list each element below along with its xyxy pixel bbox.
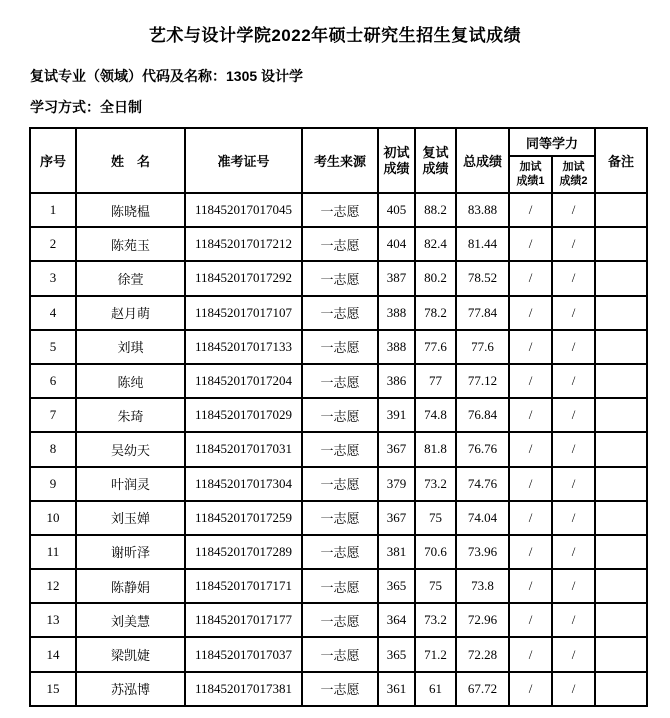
cell-total-score: 78.52 [456,261,509,295]
cell-extra-test-1: / [509,364,552,398]
cell-remarks [595,330,647,364]
header-retest-line1: 复试 [422,144,449,160]
cell-initial-score: 388 [378,296,415,330]
cell-source: 一志愿 [302,501,378,535]
header-retest-line2: 成绩 [422,160,449,176]
cell-exam-id: 118452017017212 [185,227,302,261]
cell-index: 3 [30,261,76,295]
cell-total-score: 76.76 [456,432,509,466]
table-row [30,261,647,295]
col-header-exam-id: 准考证号 [185,128,302,193]
cell-name: 吴幼天 [76,432,185,466]
cell-total-score: 72.96 [456,603,509,637]
major-code-label: 复试专业（领域）代码及名称：1305 设计学 [30,68,304,84]
cell-total-score: 73.8 [456,569,509,603]
col-header-retest-score [415,128,456,193]
cell-exam-id: 118452017017304 [185,467,302,501]
cell-extra-test-2: / [552,432,595,466]
cell-remarks [595,398,647,432]
cell-extra-test-1: / [509,261,552,295]
cell-extra-test-2: / [552,569,595,603]
cell-total-score: 77.6 [456,330,509,364]
cell-extra-test-2: / [552,261,595,295]
cell-exam-id: 118452017017171 [185,569,302,603]
cell-remarks [595,467,647,501]
cell-extra-test-2: / [552,535,595,569]
cell-total-score: 67.72 [456,672,509,706]
cell-source: 一志愿 [302,364,378,398]
cell-extra-test-2: / [552,501,595,535]
cell-exam-id: 118452017017107 [185,296,302,330]
cell-extra-test-1: / [509,637,552,671]
cell-exam-id: 118452017017029 [185,398,302,432]
cell-remarks [595,261,647,295]
header-initial-line2: 成绩 [383,160,410,176]
cell-retest-score: 75 [415,501,456,535]
table-row [30,432,647,466]
cell-retest-score: 81.8 [415,432,456,466]
cell-retest-score: 78.2 [415,296,456,330]
cell-retest-score: 77 [415,364,456,398]
header-row-1 [30,128,647,156]
cell-remarks [595,535,647,569]
header-initial-line1: 初试 [383,144,410,160]
cell-name: 叶润灵 [76,467,185,501]
cell-remarks [595,296,647,330]
cell-remarks [595,364,647,398]
cell-initial-score: 365 [378,569,415,603]
cell-total-score: 77.12 [456,364,509,398]
cell-initial-score: 387 [378,261,415,295]
cell-name: 陈苑玉 [76,227,185,261]
page-title: 艺术与设计学院2022年硕士研究生招生复试成绩 [148,26,522,45]
cell-index: 10 [30,501,76,535]
cell-exam-id: 118452017017292 [185,261,302,295]
cell-remarks [595,637,647,671]
cell-initial-score: 365 [378,637,415,671]
cell-source: 一志愿 [302,672,378,706]
table-row [30,467,647,501]
cell-exam-id: 118452017017037 [185,637,302,671]
scores-table [29,127,648,707]
cell-initial-score: 367 [378,501,415,535]
cell-exam-id: 118452017017031 [185,432,302,466]
cell-index: 5 [30,330,76,364]
cell-initial-score: 361 [378,672,415,706]
cell-source: 一志愿 [302,603,378,637]
table-row [30,535,647,569]
col-header-index: 序号 [30,128,76,193]
cell-exam-id: 118452017017204 [185,364,302,398]
cell-index: 4 [30,296,76,330]
cell-name: 刘玉婵 [76,501,185,535]
cell-source: 一志愿 [302,296,378,330]
cell-extra-test-2: / [552,193,595,227]
cell-name: 苏泓博 [76,672,185,706]
cell-extra-test-2: / [552,637,595,671]
header-extra1-line1: 加试 [519,161,542,174]
cell-extra-test-2: / [552,467,595,501]
cell-retest-score: 71.2 [415,637,456,671]
cell-exam-id: 118452017017045 [185,193,302,227]
table-row [30,227,647,261]
cell-extra-test-2: / [552,398,595,432]
table-row [30,193,647,227]
cell-extra-test-1: / [509,467,552,501]
cell-exam-id: 118452017017289 [185,535,302,569]
cell-index: 11 [30,535,76,569]
cell-source: 一志愿 [302,569,378,603]
table-row [30,330,647,364]
cell-initial-score: 391 [378,398,415,432]
cell-source: 一志愿 [302,261,378,295]
cell-total-score: 74.04 [456,501,509,535]
cell-initial-score: 388 [378,330,415,364]
col-header-source: 考生来源 [302,128,378,193]
cell-retest-score: 75 [415,569,456,603]
cell-total-score: 83.88 [456,193,509,227]
table-row [30,603,647,637]
table-row [30,364,647,398]
cell-source: 一志愿 [302,467,378,501]
cell-retest-score: 82.4 [415,227,456,261]
col-header-extra-test-2 [552,156,595,193]
cell-retest-score: 61 [415,672,456,706]
cell-extra-test-2: / [552,296,595,330]
cell-total-score: 73.96 [456,535,509,569]
cell-name: 赵月萌 [76,296,185,330]
cell-extra-test-1: / [509,535,552,569]
cell-total-score: 81.44 [456,227,509,261]
cell-name: 朱琦 [76,398,185,432]
cell-index: 12 [30,569,76,603]
cell-source: 一志愿 [302,227,378,261]
cell-name: 梁凯婕 [76,637,185,671]
cell-initial-score: 379 [378,467,415,501]
cell-initial-score: 367 [378,432,415,466]
cell-index: 8 [30,432,76,466]
cell-remarks [595,227,647,261]
cell-name: 徐萱 [76,261,185,295]
cell-source: 一志愿 [302,637,378,671]
cell-total-score: 72.28 [456,637,509,671]
cell-extra-test-2: / [552,330,595,364]
table-row [30,296,647,330]
cell-exam-id: 118452017017381 [185,672,302,706]
cell-index: 9 [30,467,76,501]
cell-retest-score: 73.2 [415,467,456,501]
cell-initial-score: 381 [378,535,415,569]
cell-total-score: 76.84 [456,398,509,432]
cell-retest-score: 88.2 [415,193,456,227]
cell-source: 一志愿 [302,398,378,432]
cell-initial-score: 405 [378,193,415,227]
cell-name: 陈静娟 [76,569,185,603]
cell-extra-test-2: / [552,672,595,706]
cell-name: 陈晓榅 [76,193,185,227]
cell-retest-score: 77.6 [415,330,456,364]
cell-source: 一志愿 [302,535,378,569]
table-row [30,637,647,671]
header-extra1-line2: 成绩1 [516,174,545,187]
cell-extra-test-2: / [552,364,595,398]
cell-retest-score: 70.6 [415,535,456,569]
col-header-equivalent-education: 同等学力 [509,128,595,156]
cell-extra-test-1: / [509,330,552,364]
col-header-remarks: 备注 [595,128,647,193]
cell-retest-score: 74.8 [415,398,456,432]
cell-extra-test-1: / [509,398,552,432]
cell-remarks [595,569,647,603]
cell-remarks [595,603,647,637]
table-row [30,501,647,535]
cell-index: 1 [30,193,76,227]
cell-remarks [595,501,647,535]
cell-initial-score: 404 [378,227,415,261]
cell-name: 刘琪 [76,330,185,364]
cell-index: 7 [30,398,76,432]
cell-extra-test-1: / [509,193,552,227]
cell-remarks [595,193,647,227]
cell-name: 谢昕泽 [76,535,185,569]
cell-total-score: 74.76 [456,467,509,501]
cell-index: 2 [30,227,76,261]
cell-index: 13 [30,603,76,637]
table-row [30,569,647,603]
col-header-total-score: 总成绩 [456,128,509,193]
cell-extra-test-1: / [509,501,552,535]
cell-exam-id: 118452017017133 [185,330,302,364]
col-header-name: 姓 名 [76,128,185,193]
cell-extra-test-2: / [552,603,595,637]
cell-extra-test-1: / [509,603,552,637]
table-row [30,672,647,706]
cell-source: 一志愿 [302,330,378,364]
table-header [30,128,647,193]
cell-extra-test-1: / [509,227,552,261]
cell-extra-test-2: / [552,227,595,261]
study-mode-label: 学习方式：全日制 [30,99,142,115]
cell-exam-id: 118452017017259 [185,501,302,535]
table-body [30,193,647,706]
cell-remarks [595,672,647,706]
cell-extra-test-1: / [509,296,552,330]
cell-total-score: 77.84 [456,296,509,330]
cell-name: 陈纯 [76,364,185,398]
header-extra2-line1: 加试 [562,161,585,174]
header-extra2-line2: 成绩2 [559,174,588,187]
col-header-initial-score [378,128,415,193]
cell-source: 一志愿 [302,193,378,227]
cell-initial-score: 364 [378,603,415,637]
cell-extra-test-1: / [509,432,552,466]
table-row [30,398,647,432]
col-header-extra-test-1 [509,156,552,193]
cell-exam-id: 118452017017177 [185,603,302,637]
cell-remarks [595,432,647,466]
cell-extra-test-1: / [509,672,552,706]
cell-index: 6 [30,364,76,398]
cell-initial-score: 386 [378,364,415,398]
cell-retest-score: 73.2 [415,603,456,637]
cell-name: 刘美慧 [76,603,185,637]
cell-extra-test-1: / [509,569,552,603]
cell-index: 14 [30,637,76,671]
cell-retest-score: 80.2 [415,261,456,295]
cell-index: 15 [30,672,76,706]
cell-source: 一志愿 [302,432,378,466]
